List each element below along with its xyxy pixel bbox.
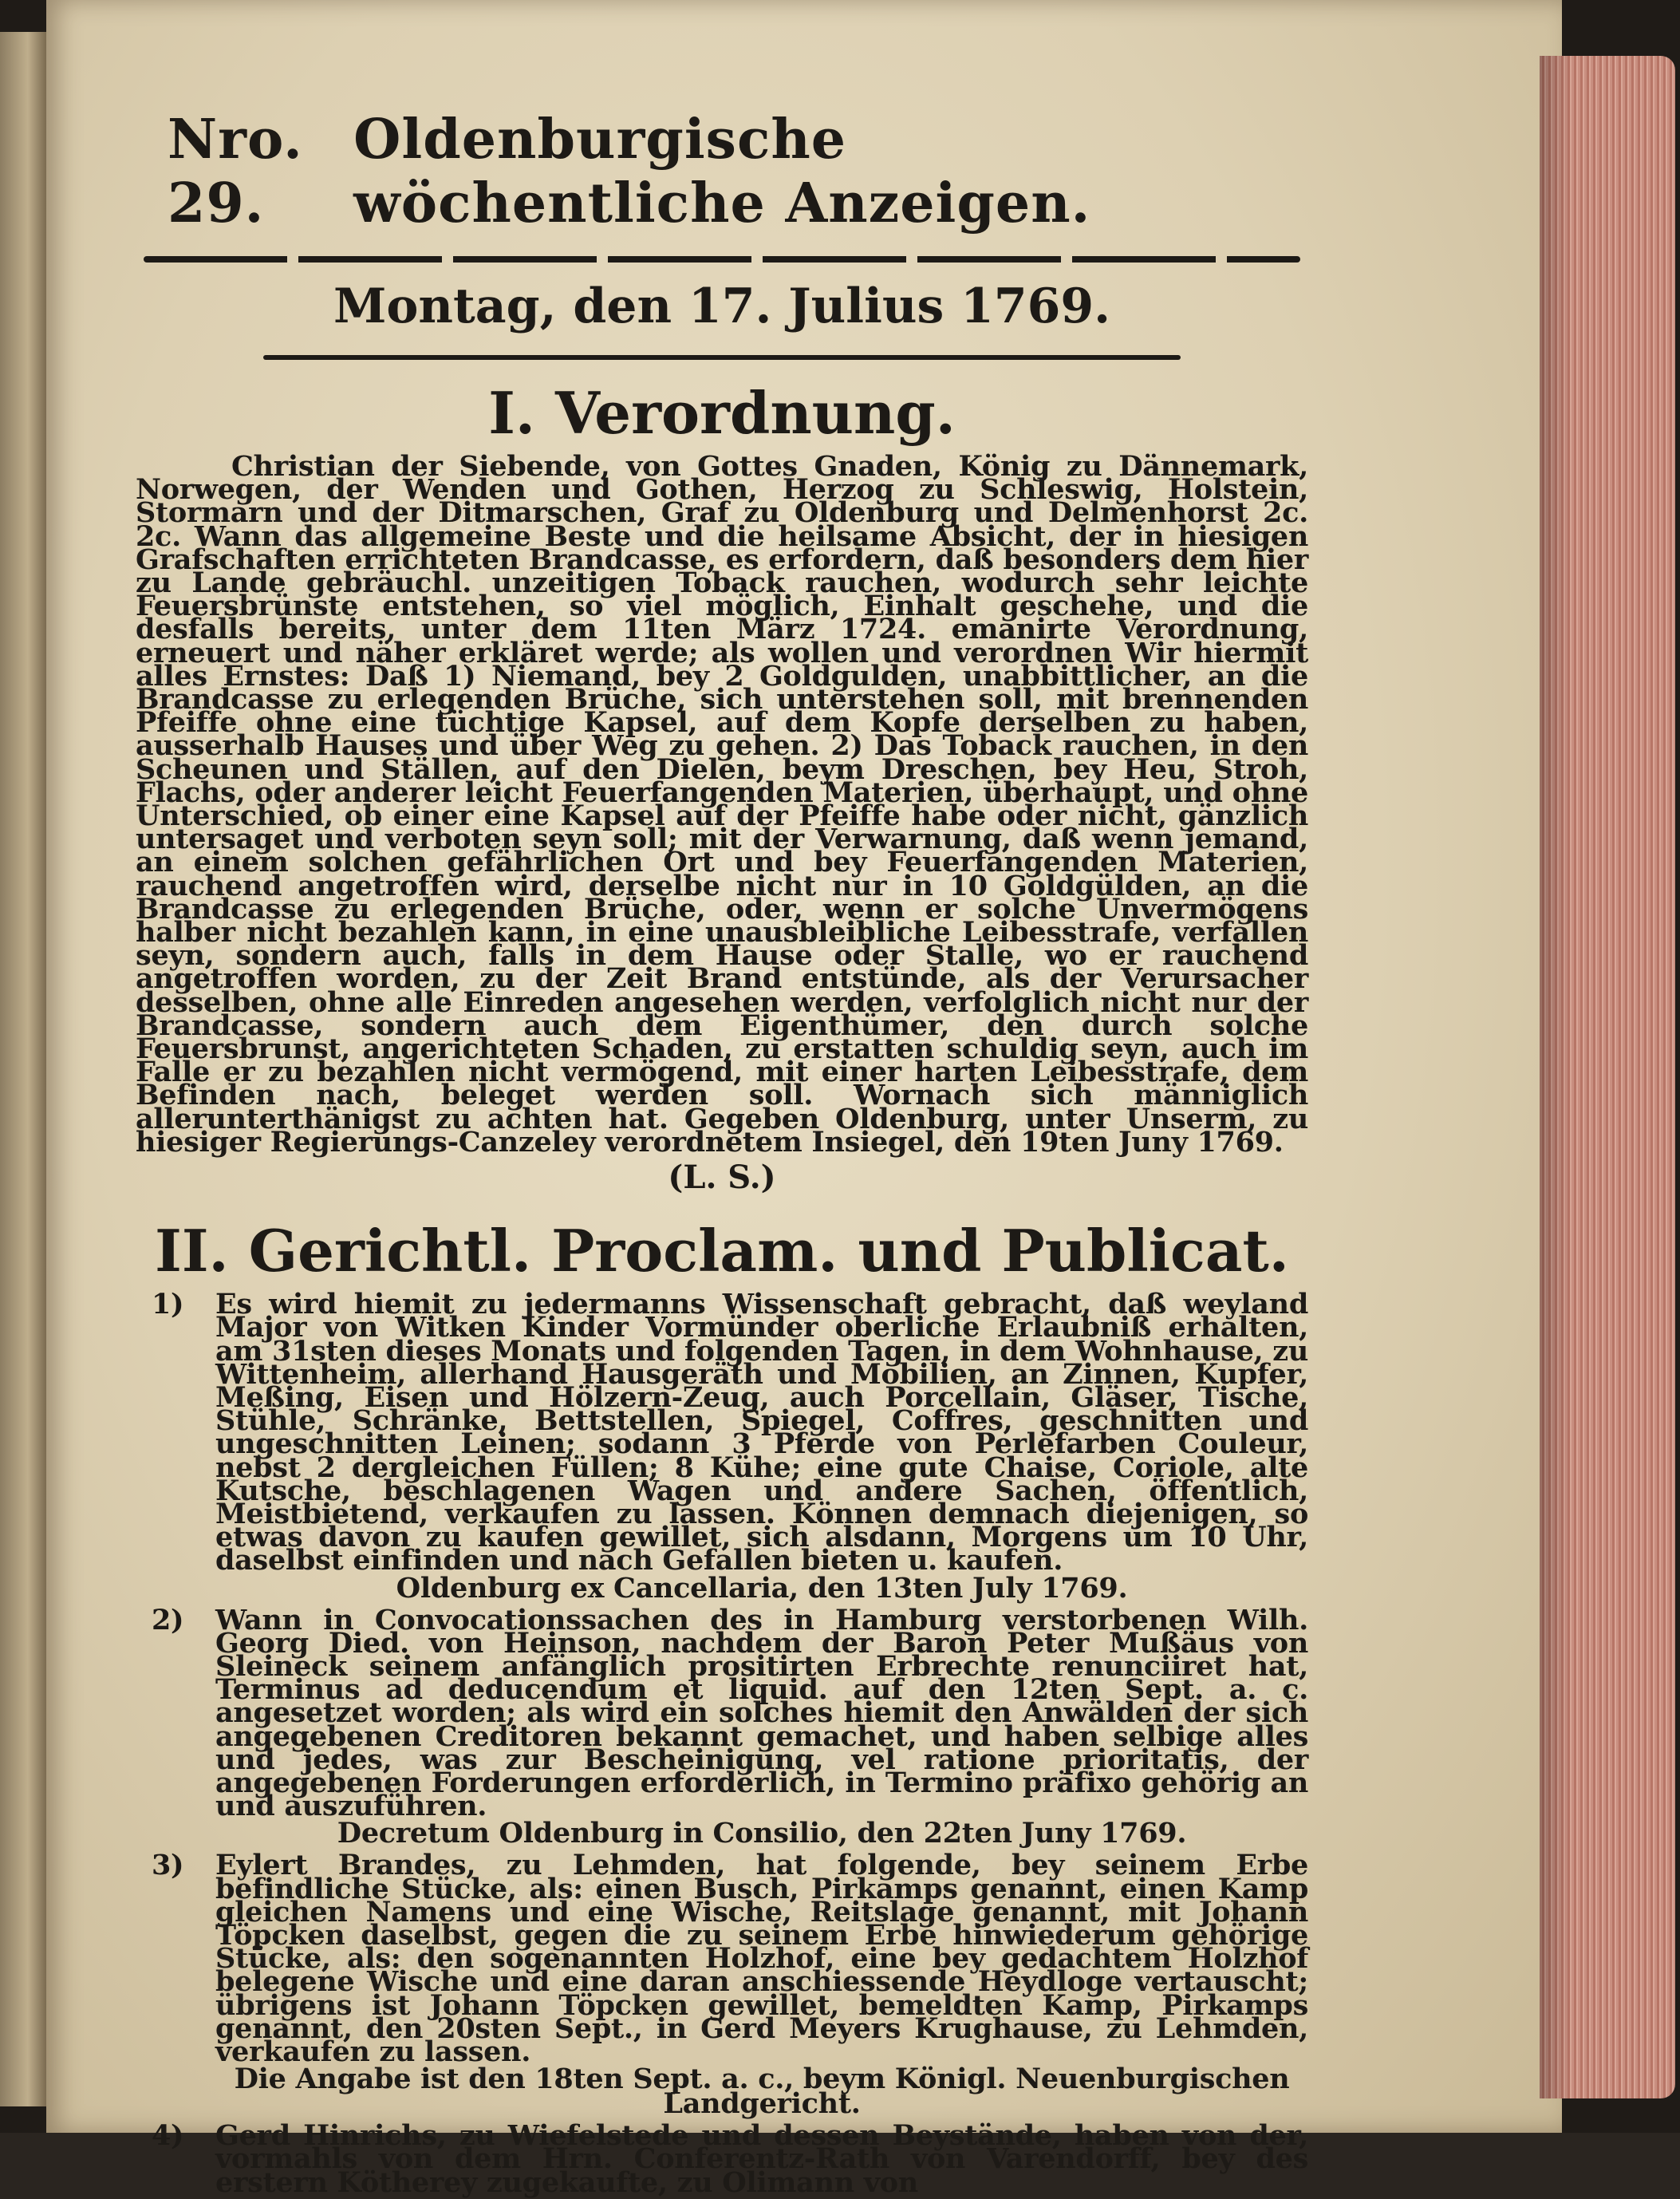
item-text: Eylert Brandes, zu Lehmden, hat folgende, bey seinem Erbe befindliche Stücke, als: einen Busch, Pirkamps genannt, einen Kamp gleichen Namens und eine Wische, Reitslage genannt, mit Johann Töpcken daselbst, gegen die zu seinem Erbe hinwiederum gehörige Stücke, als: den sogenannten Holzhof, eine bey gedachtem Holzhof belegene Wische und eine daran anschiessende Heydloge vertauscht; übrigens ist Johann Töpcken gewillet, bemeldten Kamp, Pirkamps genannt, den 20sten Sept., in Gerd Meyers Krughause, zu Lehmden, verkaufen zu lassen. xyxy=(215,1849,1308,2068)
list-item xyxy=(136,1849,1308,2121)
list-item xyxy=(136,1603,1308,1850)
masthead-rule xyxy=(144,256,1300,263)
page-content xyxy=(136,108,1308,2199)
newspaper-title: Oldenburgische wöchentliche Anzeigen. xyxy=(353,108,1091,235)
issue-number: Nro. 29. xyxy=(168,108,303,235)
verordnung-paragraph: Christian der Siebende, von Gottes Gnaden, König zu Dännemark, Norwegen, der Wenden und Gothen, Herzog zu Schleswig, Holstein, Stormarn und der Ditmarschen, Graf zu Oldenburg und Delmenhorst 2c. 2c. Wann das allgemeine Beste und die heilsame Absicht, der in hiesigen Grafschaften errichteten Brandcasse, es erfordern, daß besonders dem hier zu Lande gebräuchl. unzeitigen Toback rauchen, wodurch sehr leichte Feuersbrünste entstehen, so viel möglich, Einhalt geschehe, und die desfalls bereits, unter dem 11ten März 1724. emanirte Verordnung, erneuert und näher erkläret werde; als wollen und verordnen Wir hiermit alles Ernstes: Daß 1) Niemand, bey 2 Goldgulden, unabbittlicher, an die Brandcasse zu erlegenden Brüche, sich unterstehen soll, mit brennenden Pfeiffe ohne eine tüchtige Kapsel, auf dem Kopfe derselben zu haben, ausserhalb Hauses und über Weg zu gehen. 2) Das Toback rauchen, in den Scheunen und Ställen, auf den Dielen, beym Dreschen, bey Heu, Stroh, Flachs, oder anderer leicht Feuerfangenden Materien, überhaupt, und ohne Unterschied, ob einer eine Kapsel auf der Pfeiffe habe oder nicht, gänzlich untersaget und verboten seyn soll; mit der Verwarnung, daß wenn jemand, an einem solchen gefährlichen Ort und bey Feuerfangenden Materien, rauchend angetroffen wird, derselbe nicht nur in 10 Goldgülden, an die Brandcasse zu erlegenden Brüche, oder, wenn er solche Unvermögens halber nicht bezahlen kann, in eine unausbleibliche Leibesstrafe, verfallen seyn, sondern auch, falls in dem Hause oder Stalle, wo er rauchend angetroffen worden, zu der Zeit Brand entstünde, als der Verursacher desselben, ohne alle Einreden angesehen werden, verfolglich nicht nur der Brandcasse, sondern auch dem Eigenthümer, den durch solche Feuersbrunst, angerichteten Schaden, zu erstatten schuldig seyn, auch im Falle er zu bezahlen nicht vermögend, mit einer harten Leibesstrafe, dem Befinden nach, beleget werden soll. Wornach sich männiglich allerunterthänigst zu achten hat. Gegeben Oldenburg, unter Unserm, zu hiesiger Regierungs-Canzeley verordnetem Insiegel, den 19ten Juny 1769. xyxy=(136,450,1308,1159)
item-number: 3) xyxy=(152,1849,184,1882)
item-text: Es wird hiemit zu jedermanns Wissenschaft gebracht, daß weyland Major von Witken Kinder Vormünder oberliche Erlaubniß erhalten, am 31sten dieses Monats und folgenden Tagen, in dem Wohnhause, zu Wittenheim, allerhand Hausgeräth und Mobilien, an Zinnen, Kupfer, Meßing, Eisen und Hölzern-Zeug, auch Porcellain, Gläser, Tische, Stühle, Schränke, Bettstellen, Spiegel, Coffres, geschnitten und ungeschnitten Leinen; sodann 3 Pferde von Perlefarben Couleur, nebst 2 dergleichen Füllen; 8 Kühe; eine gute Chaise, Coriole, alte Kutsche, beschlagenen Wagen und andere Sachen, öffentlich, Meistbietend, verkaufen zu lassen. Können demnach diejenigen, so etwas davon zu kaufen gewillet, sich alsdann, Morgens um 10 Uhr, daselbst einfinden und nach Gefallen bieten u. kaufen. xyxy=(215,1288,1308,1577)
section-title-proclam: II. Gerichtl. Proclam. und Publicat. xyxy=(155,1217,1289,1285)
section-verordnung-text xyxy=(136,450,1308,1159)
section-proclam-items xyxy=(136,1288,1308,2199)
list-item xyxy=(136,1288,1308,1605)
item-number: 1) xyxy=(152,1288,184,1321)
item-text: Gerd Hinrichs, zu Wiefelstede und dessen Beystände, haben von der, vormahls von dem Hrn. Conferentz-Rath von Varendorff, bey des erstern Kötherey zugekaufte, zu Olimann von xyxy=(215,2119,1308,2199)
item-number: 2) xyxy=(152,1603,184,1636)
item-signature: Oldenburg ex Cancellaria, den 13ten July 1769. xyxy=(396,1571,1128,1605)
item-signature: Die Angabe ist den 18ten Sept. a. c., beym Königl. Neuenburgischen Landgericht. xyxy=(234,2063,1290,2121)
section-title-verordnung: I. Verordnung. xyxy=(488,379,956,447)
dateline-rule xyxy=(263,355,1181,360)
list-item xyxy=(136,2119,1308,2199)
masthead xyxy=(136,108,1308,235)
item-text: Wann in Convocationssachen des in Hamburg verstorbenen Wilh. Georg Died. von Heinson, nachdem der Baron Peter Mußäus von Sleineck seinem anfänglich prositirten Erbrechte renunciiret hat, Terminus ad deducendum et liquid. auf den 12ten Sept. a. c. angesetzet worden; als wird ein solches hiemit den Anwälden der sich angegebenen Creditoren bekannt gemachet, und haben selbige alles und jedes, was zur Bescheinigung, vel ratione prioritatis, der angegebenen Forderungen erforderlich, in Termino präfixo gehörig an und auszuführen. xyxy=(215,1603,1308,1823)
seal-mark: (L. S.) xyxy=(668,1159,776,1197)
dateline: Montag, den 17. Julius 1769. xyxy=(333,278,1111,334)
left-page-edge xyxy=(0,32,46,2106)
item-number: 4) xyxy=(152,2119,184,2153)
item-signature: Decretum Oldenburg in Consilio, den 22ten Juny 1769. xyxy=(337,1817,1187,1850)
